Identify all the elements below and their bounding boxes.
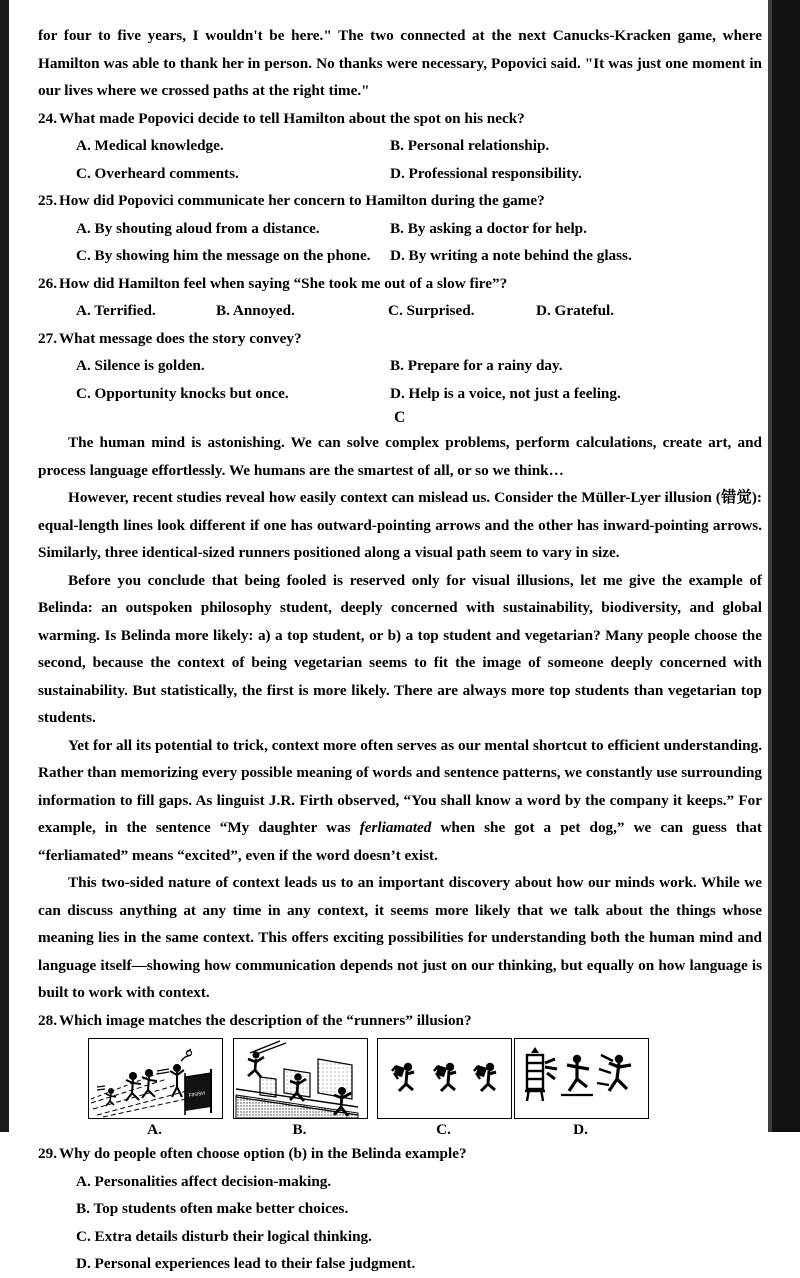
question-29-stem: Why do people often choose option (b) in the Belinda example? bbox=[58, 1145, 467, 1162]
question-27-options-row-2 bbox=[38, 380, 762, 408]
question-25-options-row-2 bbox=[38, 242, 762, 270]
question-28-figure-c-label: C. bbox=[436, 1121, 451, 1138]
question-27-option-b[interactable]: B. Prepare for a rainy day. bbox=[390, 357, 563, 374]
question-27-option-d[interactable]: D. Help is a voice, not just a feeling. bbox=[390, 384, 621, 402]
question-29-option-a[interactable]: A. Personalities affect decision-making. bbox=[76, 1172, 332, 1190]
question-26-option-b[interactable]: B. Annoyed. bbox=[216, 302, 295, 319]
scan-edge-left bbox=[0, 0, 9, 1132]
question-25-option-c[interactable]: C. By showing him the message on the phone. bbox=[76, 247, 371, 264]
question-28-number: 28. bbox=[38, 1011, 57, 1029]
question-26-stem: How did Hamilton feel when saying “She took me out of a slow fire”? bbox=[58, 274, 508, 292]
question-26-options-row bbox=[38, 297, 762, 325]
passage-paragraph-2: However, recent studies reveal how easily context can mislead us. Consider the Müller-Lyer illusion (错觉): equal-length lines look different if one has outward-pointing arrows and the other has inward-pointing arrows. Similarly, three identical-sized runners positioned along a visual path seem to vary in size. bbox=[38, 489, 762, 561]
question-24-number: 24. bbox=[38, 109, 57, 127]
section-letter-c: C bbox=[394, 409, 406, 426]
question-24-line bbox=[38, 105, 762, 133]
question-26-option-d[interactable]: D. Grateful. bbox=[536, 302, 615, 319]
question-26-line bbox=[38, 270, 762, 298]
question-25-option-b[interactable]: B. By asking a doctor for help. bbox=[390, 219, 587, 237]
question-24-options-row-1 bbox=[38, 132, 762, 160]
question-28-figure-d-label: D. bbox=[573, 1121, 588, 1138]
scan-edge-right bbox=[772, 0, 800, 1132]
corridor-runners-illustration bbox=[234, 1039, 367, 1118]
question-28-figure-a[interactable] bbox=[88, 1038, 223, 1119]
question-25-options-row-1 bbox=[38, 215, 762, 243]
passage-paragraph-4 bbox=[38, 732, 762, 870]
question-24-option-c[interactable]: C. Overheard comments. bbox=[76, 164, 239, 182]
passage-paragraph-1: The human mind is astonishing. We can solve complex problems, perform calculations, create art, and process language effortlessly. We humans are the smartest of all, or so we think… bbox=[38, 434, 762, 479]
question-29-option-c[interactable]: C. Extra details disturb their logical thinking. bbox=[76, 1227, 372, 1245]
question-24-option-a[interactable]: A. Medical knowledge. bbox=[76, 137, 224, 154]
question-25-stem: How did Popovici communicate her concern to Hamilton during the game? bbox=[58, 192, 545, 209]
question-28-figure-c[interactable] bbox=[377, 1038, 512, 1119]
page-content bbox=[38, 22, 762, 1278]
question-28-figure-a-label: A. bbox=[147, 1121, 162, 1138]
question-27-line bbox=[38, 325, 762, 353]
question-24-option-d[interactable]: D. Professional responsibility. bbox=[390, 164, 582, 182]
question-25-option-d[interactable]: D. By writing a note behind the glass. bbox=[390, 247, 632, 264]
passage-paragraph-4-part2: when she got a pet dog,” we can guess that “ferliamated” means “excited”, even if the word doesn’t exist. bbox=[38, 819, 762, 864]
question-24-stem: What made Popovici decide to tell Hamilton about the spot on his neck? bbox=[58, 109, 525, 127]
passage-paragraph-5: This two-sided nature of context leads us to an important discovery about how our minds work. While we can discuss anything at any time in any context, it seems more likely that we talk about the things whose meaning lies in the same context. This offers exciting possibilities for understanding both the human mind and language itself—showing how communication depends not just on our thinking, but equally on how language is built to work with context. bbox=[38, 874, 762, 1001]
passage-paragraph-3: Before you conclude that being fooled is reserved only for visual illusions, let me give the example of Belinda: an outspoken philosophy student, deeply concerned with sustainability, biodiversity, and global warming. Is Belinda more likely: a) a top student, or b) a top student and vegetarian? Many people choose the second, because the context of being vegetarian seems to fit the image of someone deeply concerned with sustainability. But statistically, the first is more likely. There are always more top students than vegetarian top students. bbox=[38, 571, 762, 726]
question-27-stem: What message does the story convey? bbox=[58, 329, 302, 347]
question-26-option-a[interactable]: A. Terrified. bbox=[76, 302, 156, 319]
question-25-option-a[interactable]: A. By shouting aloud from a distance. bbox=[76, 219, 320, 237]
question-27-option-c[interactable]: C. Opportunity knocks but once. bbox=[76, 384, 289, 402]
question-28-figure-d[interactable] bbox=[514, 1038, 649, 1119]
identical-runners-illustration bbox=[378, 1039, 511, 1118]
question-29-line bbox=[38, 1140, 762, 1168]
question-25-line bbox=[38, 187, 762, 215]
question-29-option-d[interactable]: D. Personal experiences lead to their false judgment. bbox=[76, 1255, 416, 1272]
question-28-line bbox=[38, 1007, 762, 1035]
passage-italic-ferliamated: ferliamated bbox=[359, 819, 432, 836]
ladder-runners-illustration bbox=[515, 1039, 648, 1118]
question-24-option-b[interactable]: B. Personal relationship. bbox=[390, 137, 550, 154]
question-24-options-row-2 bbox=[38, 160, 762, 188]
question-26-option-c[interactable]: C. Surprised. bbox=[388, 302, 475, 319]
question-26-number: 26. bbox=[38, 274, 57, 292]
question-28-stem: Which image matches the description of the “runners” illusion? bbox=[58, 1011, 472, 1029]
question-29-number: 29. bbox=[38, 1145, 57, 1162]
question-27-option-a[interactable]: A. Silence is golden. bbox=[76, 357, 205, 374]
svg-text:FINISH: FINISH bbox=[188, 1090, 206, 1099]
question-27-number: 27. bbox=[38, 329, 57, 347]
question-25-number: 25. bbox=[38, 192, 57, 209]
track-runners-illustration bbox=[89, 1039, 222, 1118]
question-28-figure-row bbox=[88, 1038, 762, 1140]
question-27-options-row-1 bbox=[38, 352, 762, 380]
question-29-option-b[interactable]: B. Top students often make better choices. bbox=[76, 1200, 349, 1217]
question-28-figure-b[interactable] bbox=[233, 1038, 368, 1119]
question-28-figure-b-label: B. bbox=[292, 1121, 307, 1138]
paragraph-intro: for four to five years, I wouldn't be here." The two connected at the next Canucks-Kracken game, where Hamilton was able to thank her in person. No thanks were necessary, Popovici said. "It was just one moment in our lives where we crossed paths at the right time." bbox=[38, 27, 762, 99]
passage-paragraph-4-part1: Yet for all its potential to trick, context more often serves as our mental shortcut to efficient understanding. Rather than memorizing every possible meaning of words and sentence patterns, we constantly use surrounding information to fill gaps. As linguist J.R. Firth observed, “You shall know a word by the company it keeps.” For example, in the sentence “My daughter was bbox=[38, 736, 762, 836]
